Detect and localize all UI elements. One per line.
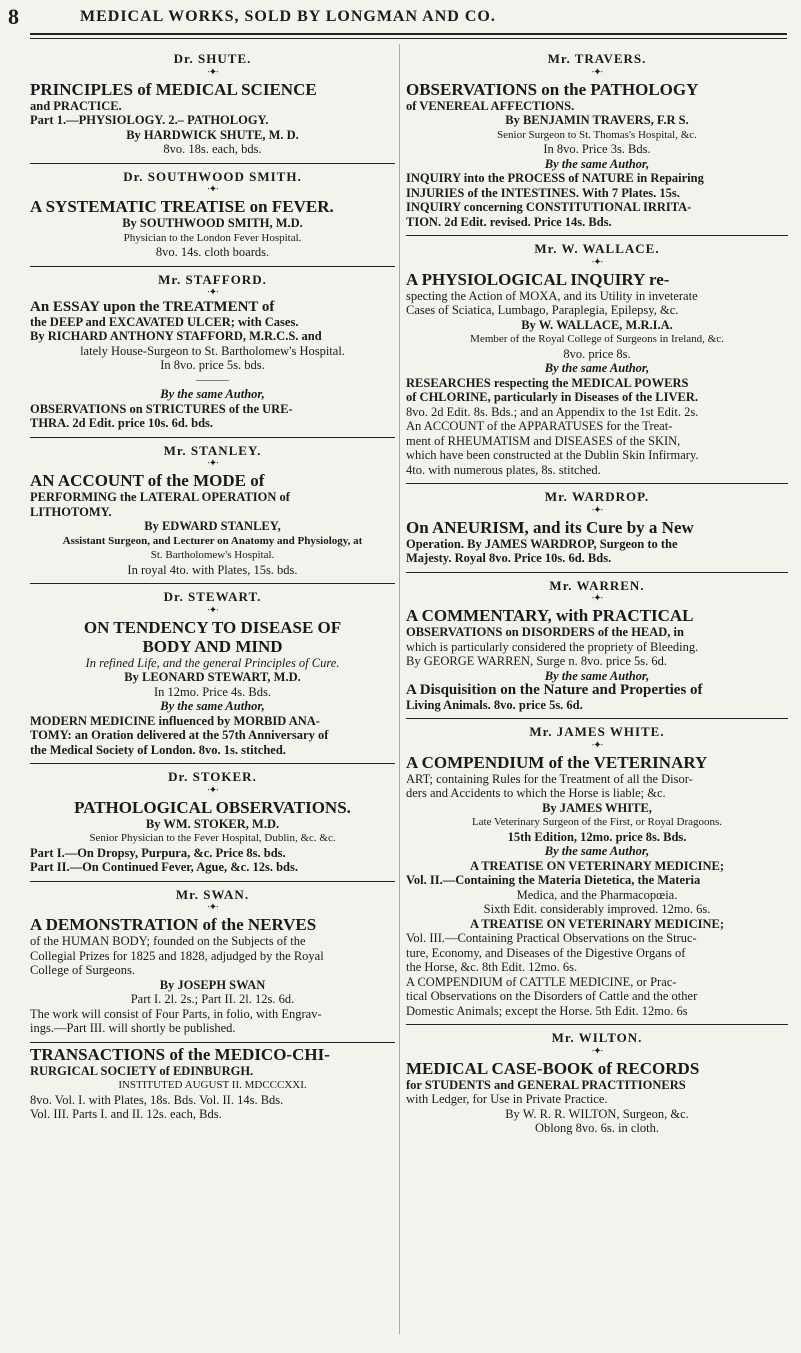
entry-line: In royal 4to. with Plates, 15s. bds. [127, 562, 298, 577]
ornament-icon: ∙✦∙ [591, 593, 603, 604]
entry-line: which is particularly considered the propriety of Bleeding. [406, 639, 699, 654]
entry-author-heading: Mr. JAMES WHITE. [529, 724, 665, 739]
catalogue-entry [30, 163, 395, 260]
entry-line: for STUDENTS and GENERAL PRACTITIONERS [406, 1077, 686, 1092]
entry-line: A SYSTEMATIC TREATISE on FEVER. [30, 197, 334, 216]
entry-line: Operation. By JAMES WARDROP, Surgeon to the [406, 536, 678, 551]
entry-line: Sixth Edit. considerably improved. 12mo. 6s. [483, 902, 711, 916]
entry-separator [30, 266, 395, 267]
entry-separator [30, 1042, 395, 1043]
ornament-icon: ∙✦∙ [591, 66, 603, 78]
entry-line: 15th Edition, 12mo. price 8s. Bds. [507, 829, 687, 844]
entry-line: By the same Author, [160, 387, 265, 401]
entry-line: ment of RHEUMATISM and DISEASES of the SKIN, [406, 433, 681, 448]
entry-line: Vol. III. Parts I. and II. 12s. each, Bds. [30, 1107, 222, 1121]
entry-author-heading: Mr. TRAVERS. [547, 51, 647, 66]
entry-line: PERFORMING the LATERAL OPERATION of [30, 490, 290, 504]
entry-line: The work will consist of Four Parts, in folio, with Engrav- [30, 1006, 322, 1021]
catalogue-entry [30, 1042, 395, 1122]
catalogue-entry [30, 881, 395, 1036]
entry-line: 8vo. Vol. I. with Plates, 18s. Bds. Vol. II. 14s. Bds. [30, 1092, 284, 1107]
ornament-icon: ∙✦∙ [207, 902, 218, 913]
entry-line: and PRACTICE. [30, 98, 122, 113]
entry-line: A TREATISE ON VETERINARY MEDICINE; [469, 858, 724, 873]
entry-separator [406, 572, 788, 573]
entry-line: By the same Author, [544, 844, 650, 858]
ornament-icon: ∙✦∙ [207, 184, 218, 195]
catalogue-entry [406, 572, 788, 713]
entry-line: 8vo. 14s. cloth boards. [155, 245, 270, 259]
entry-line: Part I. 2l. 2s.; Part II. 2l. 12s. 6d. [130, 992, 295, 1006]
catalogue-entry [30, 437, 395, 578]
entry-line: By W. R. R. WILTON, Surgeon, &c. [505, 1106, 689, 1121]
entry-line: By BENJAMIN TRAVERS, F.R S. [505, 113, 689, 127]
entry-line: TOMY: an Oration delivered at the 57th Anniversary of [30, 728, 329, 742]
entry-line: TION. 2d Edit. revised. Price 14s. Bds. [406, 214, 612, 229]
entry-author-heading: Mr. SWAN. [175, 886, 250, 902]
entry-line: An ESSAY upon the TREATMENT of [30, 299, 275, 315]
entry-line: A COMPENDIUM of CATTLE MEDICINE, or Prac- [406, 974, 677, 989]
entry-line: of CHLORINE, particularly in Diseases of the LIVER. [406, 390, 699, 404]
entry-line: Collegial Prizes for 1825 and 1828, adjudged by the Royal [30, 948, 324, 963]
entry-line: A Disquisition on the Nature and Properties of [406, 682, 703, 698]
ornament-icon: ∙✦∙ [207, 604, 218, 616]
entry-line: By the same Author, [544, 156, 650, 171]
entry-line: ——— [196, 373, 229, 386]
entry-line: THRA. 2d Edit. price 10s. 6d. bds. [30, 416, 214, 430]
catalogue-entry [406, 1024, 788, 1136]
ornament-icon: ∙✦∙ [207, 287, 218, 298]
entry-author-heading: Mr. WILTON. [551, 1030, 643, 1045]
page-header [0, 0, 801, 44]
catalogue-entry [30, 266, 395, 431]
entry-line: Senior Physician to the Fever Hospital, Dublin, &c. &c. [89, 832, 336, 844]
entry-line: By JAMES WHITE, [542, 800, 652, 815]
entry-separator [406, 1024, 788, 1025]
entry-line: TRANSACTIONS of the MEDICO-CHI- [30, 1044, 330, 1064]
entry-author-heading: Dr. SHUTE. [173, 51, 252, 66]
entry-line: OBSERVATIONS on STRICTURES of the URE- [30, 401, 293, 416]
entry-author-heading: Mr. STANLEY. [163, 442, 262, 458]
entry-line: ders and Accidents to which the Horse is liable; &c. [406, 786, 666, 800]
entry-separator [30, 881, 395, 882]
catalogue-entry [406, 718, 788, 1018]
entry-line: Oblong 8vo. 6s. in cloth. [535, 1121, 659, 1135]
entry-author-heading: Mr. W. WALLACE. [534, 241, 660, 256]
entry-line: Vol. III.—Containing Practical Observations on the Struc- [406, 931, 697, 945]
entry-line: A DEMONSTRATION of the NERVES [30, 915, 317, 934]
left-column [30, 46, 395, 1122]
entry-line: Living Animals. 8vo. price 5s. 6d. [406, 697, 583, 712]
entry-line: specting the Action of MOXA, and its Utility in inveterate [406, 288, 698, 303]
entry-line: RESEARCHES respecting the MEDICAL POWERS [406, 375, 689, 390]
entry-line: On ANEURISM, and its Cure by a New [406, 517, 694, 537]
entry-line: INJURIES of the INTESTINES. With 7 Plates. 15s. [406, 185, 680, 200]
ornament-icon: ∙✦∙ [591, 504, 603, 516]
entry-line: A PHYSIOLOGICAL INQUIRY re- [406, 269, 670, 289]
entry-line: In refined Life, and the general Principles of Cure. [85, 655, 340, 670]
entry-line: PATHOLOGICAL OBSERVATIONS. [74, 797, 351, 817]
entry-line: INQUIRY into the PROCESS of NATURE in Repairing [406, 171, 704, 185]
entry-line: By EDWARD STANLEY, [144, 519, 281, 533]
entry-line: A COMPENDIUM of the VETERINARY [406, 752, 708, 772]
running-title: MEDICAL WORKS, SOLD BY LONGMAN AND CO. [80, 8, 496, 25]
entry-line: MODERN MEDICINE influenced by MORBID ANA- [30, 713, 320, 728]
entry-line: INSTITUTED AUGUST II. MDCCCXXI. [118, 1079, 307, 1091]
entry-line: ture, Economy, and Diseases of the Digestive Organs of [406, 945, 686, 960]
entry-line: which have been constructed at the Dublin Skin Infirmary. [406, 448, 699, 462]
entry-line: BODY AND MIND [142, 636, 283, 656]
entry-line: lately House-Surgeon to St. Bartholomew's Hospital. [80, 343, 345, 358]
entry-separator [30, 163, 395, 164]
entry-line: the DEEP and EXCAVATED ULCER; with Cases. [30, 314, 299, 329]
entry-line: By HARDWICK SHUTE, M. D. [126, 127, 299, 142]
entry-line: In 8vo. Price 3s. Bds. [543, 142, 651, 156]
entry-separator [406, 235, 788, 236]
entry-line: Member of the Royal College of Surgeons in Ireland, &c. [470, 333, 724, 345]
entry-line: Part II.—On Continued Fever, Ague, &c. 12s. bds. [30, 860, 298, 874]
entry-line: Domestic Animals; except the Horse. 5th Edit. 12mo. 6s [406, 1003, 688, 1018]
entry-author-heading: Mr. WARDROP. [544, 489, 650, 504]
entry-line: Part 1.—PHYSIOLOGY. 2.– PATHOLOGY. [30, 113, 269, 127]
entry-line: By GEORGE WARREN, Surge n. 8vo. price 5s. 6d. [406, 654, 667, 668]
entry-line: Late Veterinary Surgeon of the First, or Royal Dragoons. [471, 816, 723, 828]
catalogue-entry [30, 52, 395, 157]
entry-line: OBSERVATIONS on DISORDERS of the HEAD, in [406, 625, 684, 639]
entry-separator [406, 483, 788, 484]
catalogue-entry [406, 235, 788, 477]
entry-author-heading: Mr. STAFFORD. [158, 271, 267, 287]
entry-line: By JOSEPH SWAN [159, 977, 266, 992]
right-column [406, 46, 788, 1136]
entry-line: 8vo. 2d Edit. 8s. Bds.; and an Appendix to the 1st Edit. 2s. [406, 404, 699, 419]
entry-line: In 8vo. price 5s. bds. [160, 358, 265, 372]
entry-line: 8vo. price 8s. [563, 346, 631, 361]
entry-line: Senior Surgeon to St. Thomas's Hospital, &c. [497, 128, 697, 141]
ornament-icon: ∙✦∙ [207, 784, 218, 796]
entry-separator [30, 583, 395, 584]
entry-author-heading: Dr. STOKER. [168, 769, 257, 784]
entry-line: ART; containing Rules for the Treatment of all the Disor- [406, 771, 693, 786]
entry-line: 4to. with numerous plates, 8s. stitched. [406, 462, 601, 477]
entry-line: INQUIRY concerning CONSTITUTIONAL IRRITA- [406, 200, 692, 214]
catalogue-entry [406, 483, 788, 566]
entry-line: tical Observations on the Disorders of Cattle and the other [406, 989, 698, 1003]
entry-line: LITHOTOMY. [30, 504, 112, 519]
entry-line: An ACCOUNT of the APPARATUSES for the Treat- [406, 419, 673, 433]
entry-line: A TREATISE ON VETERINARY MEDICINE; [469, 916, 724, 931]
ornament-icon: ∙✦∙ [207, 66, 218, 78]
ornament-icon: ∙✦∙ [591, 1045, 603, 1057]
entry-line: MEDICAL CASE-BOOK of RECORDS [406, 1058, 700, 1078]
entry-line: RURGICAL SOCIETY of EDINBURGH. [30, 1063, 254, 1078]
catalogue-entry [30, 763, 395, 875]
entry-line: the Horse, &c. 8th Edit. 12mo. 6s. [406, 960, 578, 974]
entry-line: Vol. II.—Containing the Materia Dietetica, the Materia [406, 873, 701, 887]
ornament-icon: ∙✦∙ [591, 256, 603, 268]
entry-separator [30, 763, 395, 764]
entry-line: OBSERVATIONS on the PATHOLOGY [406, 79, 699, 99]
ornament-icon: ∙✦∙ [591, 739, 603, 751]
entry-line: AN ACCOUNT of the MODE of [30, 471, 265, 490]
entry-line: Assistant Surgeon, and Lecturer on Anatomy and Physiology, at [62, 534, 363, 547]
entry-line: ings.—Part III. will shortly be published. [30, 1021, 236, 1035]
entry-line: Part I.—On Dropsy, Purpura, &c. Price 8s. bds. [30, 845, 286, 860]
entry-author-heading: Dr. STEWART. [163, 589, 262, 604]
header-rule [30, 33, 787, 35]
catalogue-entry [406, 52, 788, 229]
entry-author-heading: Mr. WARREN. [549, 577, 645, 593]
entry-line: By RICHARD ANTHONY STAFFORD, M.R.C.S. and [30, 329, 322, 343]
entry-line: By WM. STOKER, M.D. [145, 816, 280, 831]
entry-line: Cases of Sciatica, Lumbago, Paraplegia, Epilepsy, &c. [406, 303, 679, 317]
entry-line: By SOUTHWOOD SMITH, M.D. [122, 216, 303, 230]
header-rule-thin [30, 38, 787, 39]
entry-line: with Ledger, for Use in Private Practice. [406, 1092, 608, 1106]
entry-line: of the HUMAN BODY; founded on the Subjects of the [30, 934, 306, 948]
catalogue-entry [30, 583, 395, 757]
entry-line: By LEONARD STEWART, M.D. [124, 670, 301, 684]
entry-line: By the same Author, [544, 361, 650, 375]
entry-author-heading: Dr. SOUTHWOOD SMITH. [123, 168, 302, 184]
column-divider [399, 44, 400, 1334]
page-number: 8 [8, 4, 19, 29]
entry-line: Medica, and the Pharmacopœia. [516, 887, 678, 902]
entry-line: ON TENDENCY TO DISEASE OF [83, 617, 342, 637]
entry-line: Majesty. Royal 8vo. Price 10s. 6d. Bds. [406, 551, 612, 565]
entry-line: PRINCIPLES of MEDICAL SCIENCE [30, 79, 317, 99]
entry-line: of VENEREAL AFFECTIONS. [406, 98, 575, 113]
entry-line: A COMMENTARY, with PRACTICAL [406, 606, 694, 625]
entry-line: By the same Author, [544, 668, 650, 683]
entry-line: St. Bartholomew's Hospital. [150, 549, 275, 561]
entry-line: Physician to the London Fever Hospital. [123, 231, 302, 244]
entry-line: In 12mo. Price 4s. Bds. [153, 684, 271, 699]
ornament-icon: ∙✦∙ [207, 458, 218, 469]
entry-separator [30, 437, 395, 438]
entry-line: 8vo. 18s. each, bds. [163, 142, 262, 156]
entry-line: By the same Author, [160, 699, 265, 713]
entry-line: By W. WALLACE, M.R.I.A. [521, 317, 673, 332]
entry-line: College of Surgeons. [30, 963, 135, 977]
entry-line: the Medical Society of London. 8vo. 1s. stitched. [30, 742, 286, 757]
entry-separator [406, 718, 788, 719]
